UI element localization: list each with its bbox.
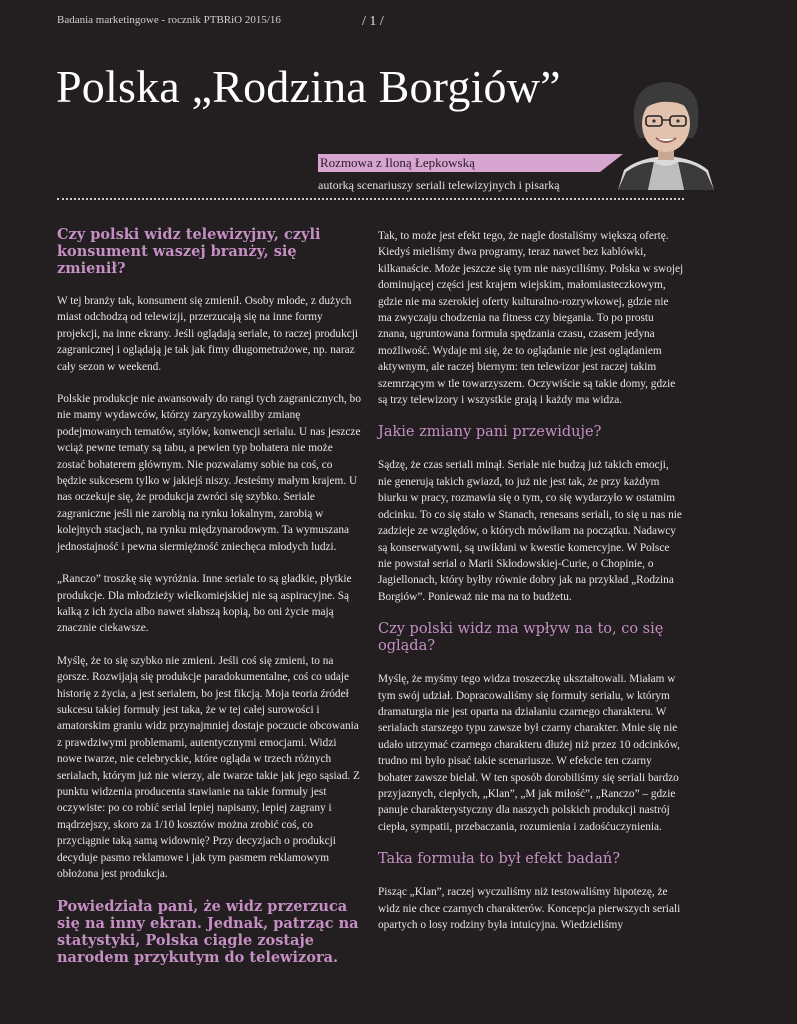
paragraph: W tej branży tak, konsument się zmienił. Osoby młode, z dużych miast odchodzą od telewizji, przerzucają się na inne formy projekcji, na inne ekrany. Jeśli oglądają seriale, to raczej produkcji zagranicznej i oglądają je tak jak fimy długometrażowe, np. naraz cały sezon w weekend.: [57, 295, 359, 373]
question-heading: Powiedziała pani, że widz przerzuca się na inny ekran. Jednak, patrząc na statystyki, Polska ciągle zostaje narodem przykutym do telewizora.: [57, 898, 359, 967]
running-header: Badania marketingowe - rocznik PTBRiO 2015/16: [57, 14, 281, 26]
paragraph: „Ranczo” troszkę się wyróżnia. Inne seriale to są gładkie, płytkie produkcje. Dla młodzieży wielkomiejskiej nie są aspiracyjne. Są kalką z ich życia albo nawet słabszą kopią, bo oni życie mają znacznie ciekawsze.: [57, 573, 352, 635]
question-heading: Czy polski widz ma wpływ na to, co się ogląda?: [378, 621, 664, 655]
page-number: / 1 /: [362, 14, 384, 29]
paragraph: Myślę, że to się szybko nie zmieni. Jeśli coś się zmieni, to na gorsze. Rozwijają się produkcje paradokumentalne, coś co udaje historię z życia, a jest serialem, bo jest fikcją. Moja teoria źródeł sukcesu takiej formuły jest taka, że w tej całej surowości i amatorskim graniu widz przynajmniej dostaje poczucie obcowania z prawdziwymi problemami, autentycznymi emocjami. Widzi nowe twarze, nie celebryckie, które ogląda w trzech różnych serialach, którym już nie wierzy, ale twarze takie jak jego sąsiad. Z punktu widzenia producenta stawianie na takie formuły jest oczywiste: po co robić serial lepiej napisany, lepiej zagrany i mądrzejszy, skoro za 1/10 kosztów można zrobić coś, co przyciągnie taką samą widownię? Przy decyzjach o produkcji decyduje pasmo reklamowe i jak tym pasmem reklamowym obłożona jest produkcja.: [57, 654, 360, 880]
right-column: [378, 228, 684, 949]
article-subtitle: autorką scenariuszy seriali telewizyjnych i pisarką: [318, 178, 560, 192]
divider: [57, 198, 684, 208]
banner-text: Rozmowa z Iloną Łepkowską: [320, 155, 475, 170]
paragraph: Myślę, że myśmy tego widza troszeczkę ukształtowali. Miałam w tym swój udział. Dopracowaliśmy się formuły serialu, w którym dramaturgia nie jest oparta na działaniu czarnego charakteru. W serialach starszego typu zawsze był czarny charakter. Mnie się nie udało utrzymać czarnego charakteru dłużej niż przez 10 odcinków, trudno mi było pisać takie scenariusze. W efekcie ten czarny bohater zawsze bielał. W ten sposób dorobiliśmy się seriali bardzo przyjaznych, ciepłych, „Klan”, „M jak miłość”, „Ranczo” – gdzie panuje charakterystyczny dla naszych polskich produkcji nastrój ciepła, sympatii, przebaczania, rozumienia i zadośćuczynienia.: [378, 673, 680, 833]
question-heading: Czy polski widz telewizyjny, czyli konsument waszej branży, się zmienił?: [57, 226, 321, 277]
left-column: [57, 226, 363, 982]
interview-banner: [318, 154, 623, 172]
author-portrait: [618, 78, 714, 190]
paragraph: Polskie produkcje nie awansowały do rangi tych zagranicznych, bo nie mamy wydawców, którzy zaryzykowaliby zmianę podejmowanych tematów, stylów, konwencji serialu. U nas jeszcze wciąż pewne tematy są tabu, a pewien typ bohatera nie może zostać bohaterem głównym. Nie pozwalamy sobie na coś, co będzie sukcesem tylko w jakiejś niszy. Jesteśmy małym krajem. U nas oczekuje się, że produkcja zwróci się szybko. Seriale zagraniczne jeśli nie zarobią na rynku lokalnym, zarobią w kolejnych stacjach, na rynku międzynarodowym. Ta wymuszana jednostajność i pewna siermiężność zniechęca młodych ludzi.: [57, 393, 361, 553]
paragraph: Pisząc „Klan”, raczej wyczuliśmy niż testowaliśmy hipotezę, że widz nie chce czarnych charakterów. Koncepcja pierwszych seriali opartych o losy rodziny była intuicyjna. Wiedzieliśmy: [378, 886, 681, 931]
article-title: Polska „Rodzina Borgiów”: [56, 61, 561, 112]
question-heading: Jakie zmiany pani przewiduje?: [378, 424, 602, 441]
question-heading: Taka formuła to był efekt badań?: [378, 851, 620, 868]
paragraph: Sądzę, że czas seriali minął. Seriale nie budzą już takich emocji, nie generują takich gwiazd, to już nie jest tak, że przy każdym biurku w pracy, rozmawia się o tym, co się wydarzyło w ostatnim odcinku. To co się stało w Stanach, renesans seriali, to się u nas nie zadzieje ze względów, o których mówiłam na początku. Nadawcy są konserwatywni, są uwikłani w kwestie komercyjne. W Polsce nie powstał serial o Marii Skłodowskiej-Curie, o Chopinie, o Jagiellonach, który byłby równie dobry jak na przykład „Rodzina Borgiów”. Ponieważ nie ma na to budżetu.: [378, 459, 682, 603]
paragraph: Tak, to może jest efekt tego, że nagle dostaliśmy większą ofertę. Kiedyś mieliśmy dwa programy, teraz nawet bez kablówki, kilkanaście. Może jeszcze się tym nie nasyciliśmy. Polska w swojej dominującej części jest krajem wiejskim, małomiasteczkowym, gdzie nie ma szerokiej oferty kulturalno-rozrywkowej, gdzie nie ma zwyczaju chodzenia na fitness czy biegania. To po prostu znana, ugruntowana formuła spędzania czasu, czasem jedyna możliwość. Wydaje mi się, że to oglądanie nie jest oglądaniem aktywnym, ale raczej biernym: ten telewizor jest raczej takim szemrzącym w tle towarzyszem. Oczywiście są takie domy, gdzie są trzy telewizory i wszystkie grają i każdy ma widza.: [378, 230, 684, 407]
